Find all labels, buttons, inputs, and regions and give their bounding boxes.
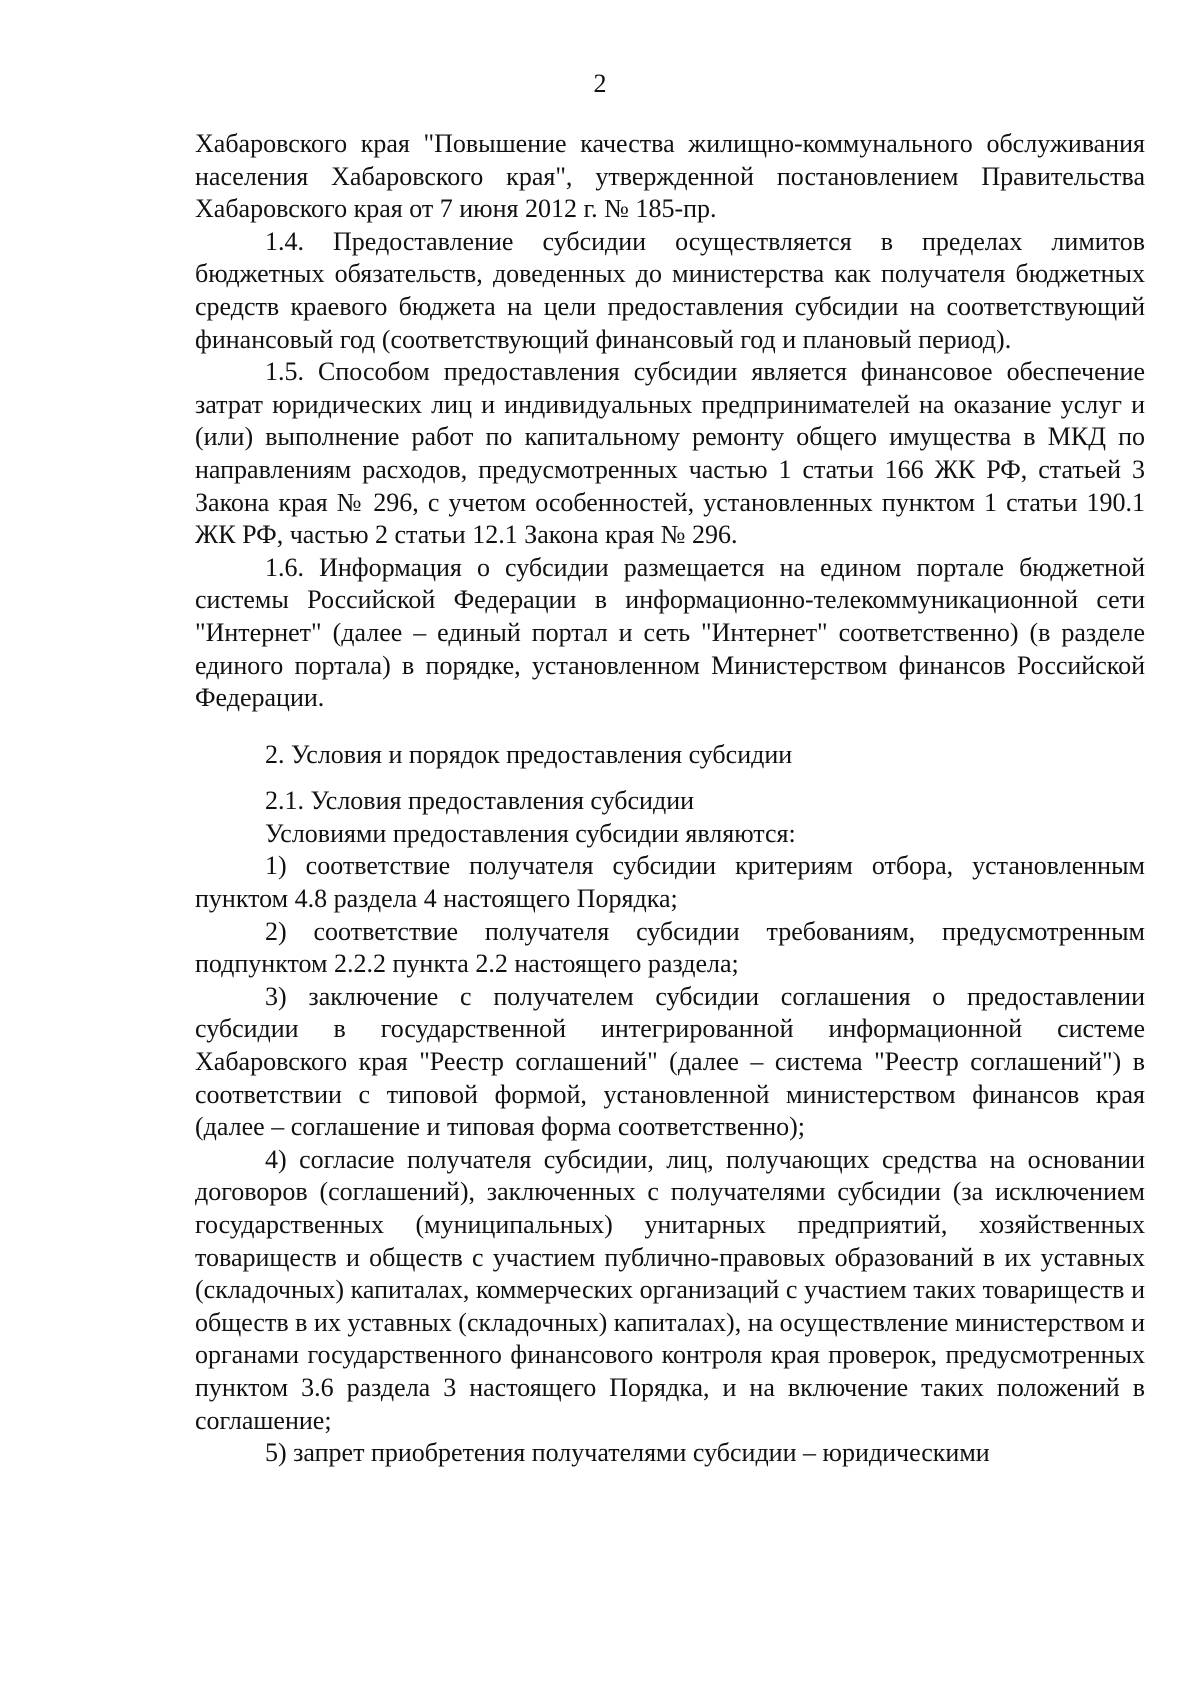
conditions-intro: Условиями предоставления субсидии являются:	[265, 818, 796, 848]
document-body	[195, 128, 1145, 1470]
paragraph-continuation: Хабаровского края "Повышение качества жилищно-коммунального обслуживания населения Хабаровского края", утвержденной постановлением Правительства Хабаровского края от 7 июня 2012 г. № 185-пр.	[195, 129, 1145, 224]
condition-item-4: 4) согласие получателя субсидии, лиц, получающих средства на основании договоров (соглашений), заключенных с получателями субсидии (за исключением государственных (муниципальных) унитарных предприятий, хозяйственных товариществ и обществ с участием публично-правовых образований в их уставных (складочных) капиталах, коммерческих организаций с участием таких товариществ и обществ в их уставных (складочных) капиталах), на осуществление министерством и органами государственного финансового контроля края проверок, предусмотренных пунктом 3.6 раздела 3 настоящего Порядка, и на включение таких положений в соглашение;	[195, 1144, 1145, 1435]
condition-item-1: 1) соответствие получателя субсидии критериям отбора, установленным пунктом 4.8 раздела 4 настоящего Порядка;	[195, 851, 1145, 914]
condition-item-2: 2) соответствие получателя субсидии требованиям, предусмотренным подпунктом 2.2.2 пункта 2.2 настоящего раздела;	[195, 916, 1145, 979]
page-number: 2	[593, 69, 607, 98]
paragraph-1-4: 1.4. Предоставление субсидии осуществляется в пределах лимитов бюджетных обязательств, доведенных до министерства как получателя бюджетных средств краевого бюджета на цели предоставления субсидии на соответствующий финансовый год (соответствующий финансовый год и плановый период).	[195, 226, 1145, 354]
section-heading-2: 2. Условия и порядок предоставления субсидии	[265, 739, 793, 769]
paragraph-1-6: 1.6. Информация о субсидии размещается на едином портале бюджетной системы Российской Федерации в информационно-телекоммуникационной сети "Интернет" (далее – единый портал и сеть "Интернет" соответственно) (в разделе единого портала) в порядке, установленном Министерством финансов Российской Федерации.	[195, 552, 1145, 713]
condition-item-3: 3) заключение с получателем субсидии соглашения о предоставлении субсидии в государственной интегрированной информационной системе Хабаровского края "Реестр соглашений" (далее – система "Реестр соглашений") в соответствии с типовой формой, установленной министерством финансов края (далее – соглашение и типовая форма соответственно);	[195, 981, 1145, 1142]
subsection-heading-2-1: 2.1. Условия предоставления субсидии	[265, 786, 695, 816]
paragraph-1-5: 1.5. Способом предоставления субсидии является финансовое обеспечение затрат юридических лиц и индивидуальных предпринимателей на оказание услуг и (или) выполнение работ по капитальному ремонту общего имущества в МКД по направлениям расходов, предусмотренных частью 1 статьи 166 ЖК РФ, статьей 3 Закона края № 296, с учетом особенностей, установленных пунктом 1 статьи 190.1 ЖК РФ, частью 2 статьи 12.1 Закона края № 296.	[195, 357, 1145, 550]
condition-item-5: 5) запрет приобретения получателями субсидии – юридическими	[265, 1438, 990, 1468]
